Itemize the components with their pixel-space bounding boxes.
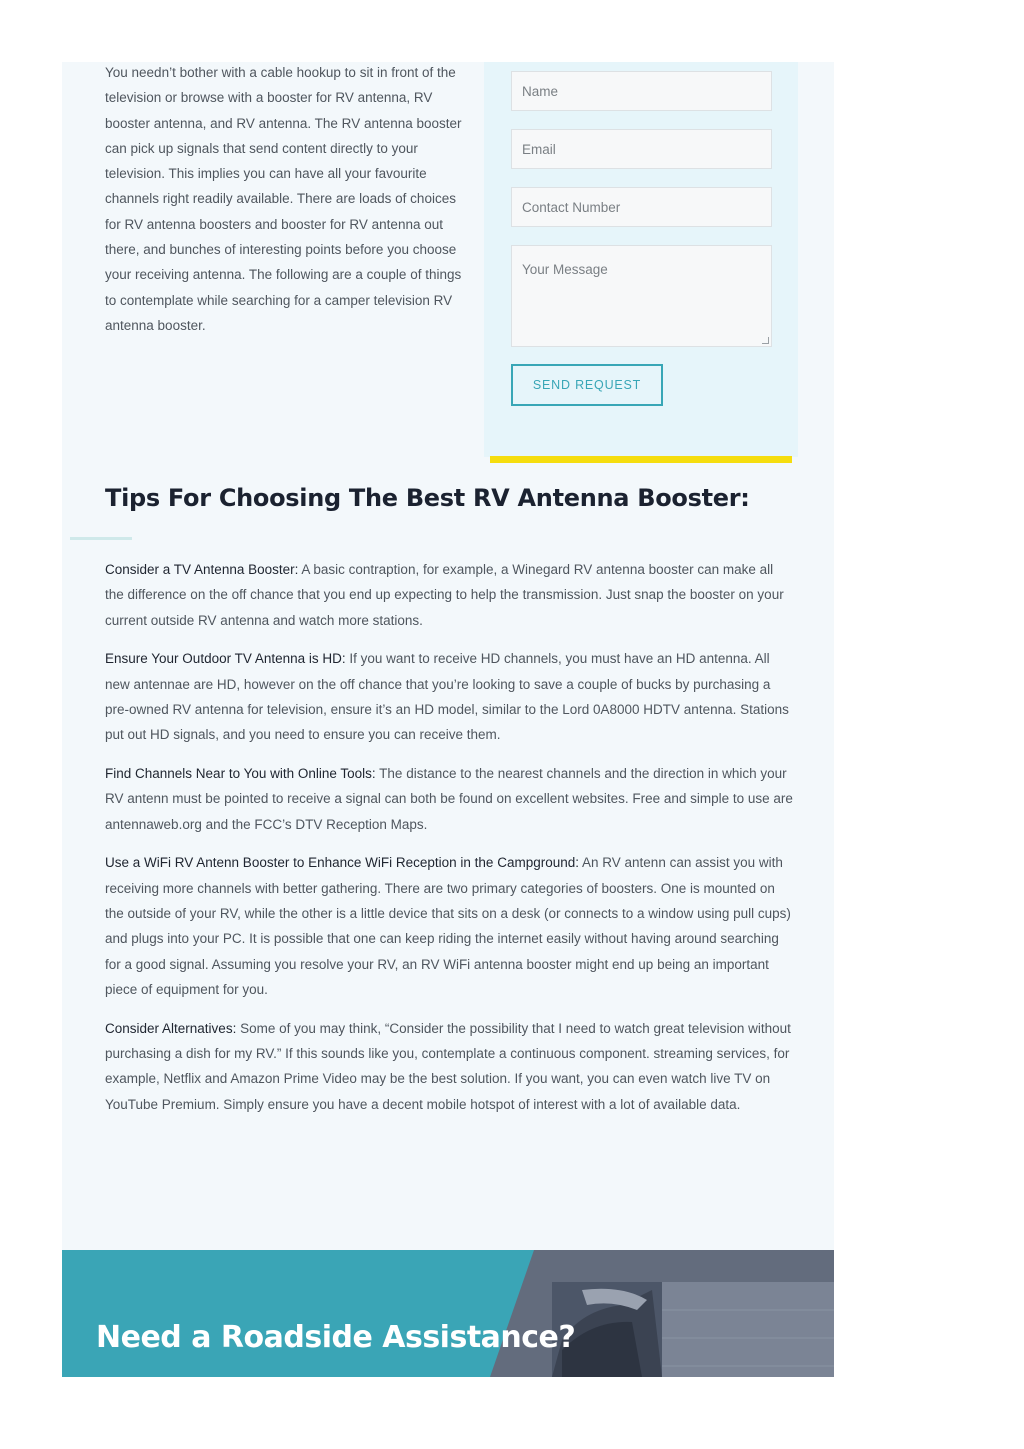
tip-item bbox=[105, 557, 795, 633]
tip-title: Consider a TV Antenna Booster: bbox=[105, 562, 299, 577]
form-accent-bar bbox=[490, 456, 792, 463]
intro-paragraph: You needn’t bother with a cable hookup to sit in front of the television or browse with a booster for RV antenna, RV booster antenna, and RV antenna. The RV antenna booster can pick up signals that send content directly to your television. This implies you can have all your favourite channels right readily available. There are loads of choices for RV antenna boosters and booster for RV antenna out there, and bunches of interesting points before you choose your receiving antenna. The following are a couple of things to contemplate while searching for a camper television RV antenna booster. bbox=[105, 65, 462, 333]
section-heading: Tips For Choosing The Best RV Antenna Booster: bbox=[105, 484, 750, 512]
tip-title: Find Channels Near to You with Online Tools: bbox=[105, 766, 376, 782]
message-placeholder: Your Message bbox=[522, 262, 608, 277]
message-field[interactable] bbox=[511, 245, 772, 347]
tip-body: Some of you may think, “Consider the possibility that I need to watch great television without purchasing a dish for my RV.” If this sounds like you, contemplate a continuous component. streaming services, for example, Netflix and Amazon Prime Video may be the best solution. If you want, you can even watch live TV on YouTube Premium. Simply ensure you have a decent mobile hotspot of interest with a lot of available data. bbox=[105, 1020, 791, 1112]
tip-item bbox=[105, 761, 795, 837]
tip-body: The distance to the nearest channels and the direction in which your RV antenn must be pointed to receive a signal can both be found on excellent websites. Free and simple to use are antennaweb.org and the FCC’s DTV Reception Maps. bbox=[105, 766, 793, 832]
tip-body: If you want to receive HD channels, you must have an HD antenna. All new antennae are HD, however on the off chance that you’re looking to save a couple of bucks by purchasing a pre-owned RV antenna for television, ensure it’s an HD model, similar to the Lord 0A8000 HDTV antenna. Stations put out HD signals, and you need to ensure you can receive them. bbox=[105, 651, 789, 743]
send-request-button[interactable]: SEND REQUEST bbox=[511, 364, 663, 406]
name-placeholder: Name bbox=[522, 83, 559, 99]
roadside-banner bbox=[62, 1250, 834, 1377]
name-field[interactable] bbox=[511, 71, 772, 111]
tip-title: Consider Alternatives: bbox=[105, 1020, 237, 1036]
tip-item bbox=[105, 1016, 795, 1117]
tip-body: An RV antenn can assist you with receiving more channels with better gathering. There are two primary categories of boosters. One is mounted on the outside of your RV, while the other is a little device that sits on a desk (or connects to a window using pull cups) and plugs into your PC. It is possible that one can keep riding the internet easily without having around searching for a good signal. Assuming you resolve your RV, an RV WiFi antenna booster might end up being an important piece of equipment for you. bbox=[105, 855, 791, 997]
email-placeholder: Email bbox=[522, 141, 556, 157]
banner-title: Need a Roadside Assistance? bbox=[96, 1320, 576, 1355]
heading-underline bbox=[70, 537, 132, 540]
resize-handle-icon[interactable] bbox=[762, 337, 769, 344]
tip-item bbox=[105, 646, 795, 747]
tips-list bbox=[105, 557, 795, 1130]
email-field[interactable] bbox=[511, 129, 772, 169]
tip-body: A basic contraption, for example, a Winegard RV antenna booster can make all the difference on the off chance that you end up expecting to help the transmission. Just snap the booster on your current outside RV antenna and watch more stations. bbox=[105, 562, 784, 628]
tip-title: Ensure Your Outdoor TV Antenna is HD: bbox=[105, 651, 346, 667]
tip-title: Use a WiFi RV Antenn Booster to Enhance WiFi Reception in the Campground: bbox=[105, 855, 579, 871]
tip-item bbox=[105, 850, 795, 1002]
contact-number-placeholder: Contact Number bbox=[522, 199, 621, 215]
banner-teal-panel bbox=[62, 1250, 834, 1377]
contact-number-field[interactable] bbox=[511, 187, 772, 227]
